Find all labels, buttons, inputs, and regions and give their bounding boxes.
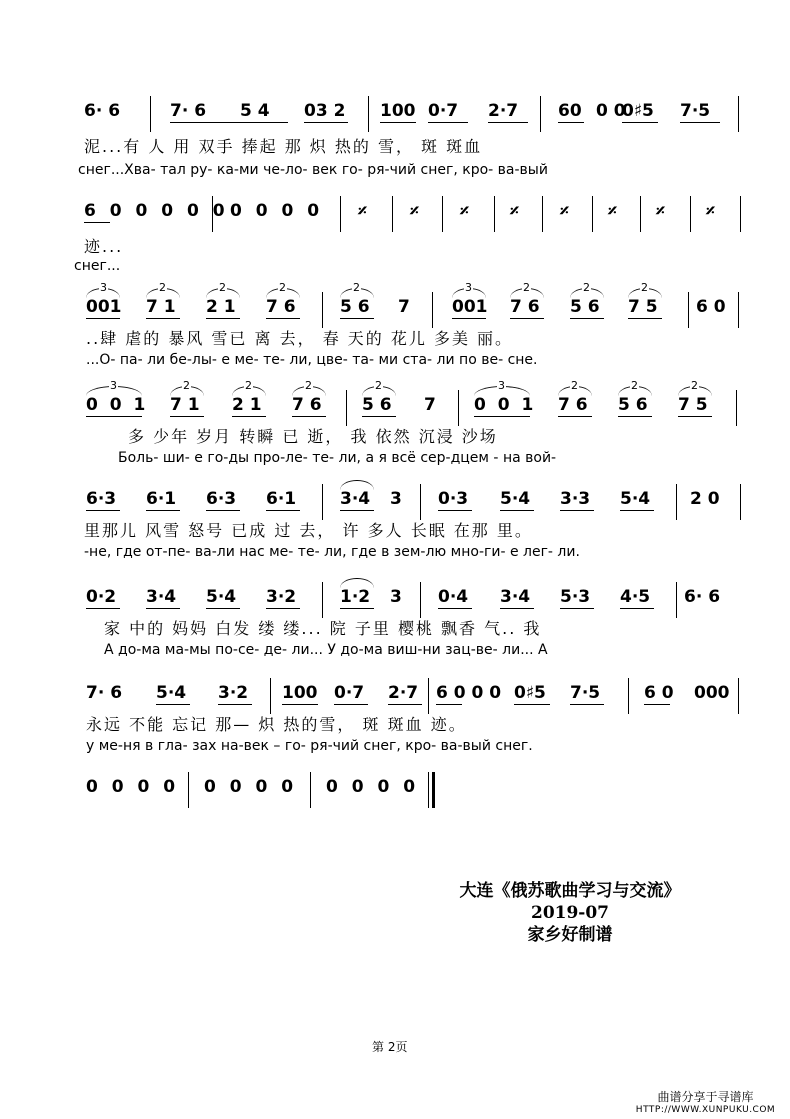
- note-group: 3·2: [266, 587, 297, 607]
- lyrics-chinese: 家 中的 妈妈 白发 缕 缕... 院 子里 樱桃 飘香 气.. 我: [104, 619, 542, 638]
- lyrics-russian: у ме-ня в гла- зах на-век – го- ря-чий снег, кро- ва-вый снег.: [86, 738, 533, 754]
- credits-date: 2019-07: [530, 903, 610, 923]
- repeat-sign: 𝄎: [510, 201, 519, 222]
- note-group: 6 0: [644, 683, 674, 703]
- note-group: 0·2: [86, 587, 117, 607]
- barline: [494, 196, 495, 232]
- underline: [680, 122, 720, 123]
- underline: [340, 510, 374, 511]
- notes-row: [0, 776, 790, 816]
- underline: [206, 608, 240, 609]
- underline: [84, 222, 110, 223]
- lyrics-chinese: 里那儿 风雪 怒号 已成 过 去， 许 多人 长眠 在那 里。: [84, 521, 533, 540]
- note-group: 7· 6: [86, 683, 123, 703]
- note-group: 0 0 0 0: [204, 777, 298, 797]
- note-group: 3·3: [560, 489, 591, 509]
- underline: [86, 416, 142, 417]
- underline: [510, 318, 544, 319]
- note-group: 6·3: [86, 489, 117, 509]
- watermark: [628, 1088, 783, 1115]
- note-group: 0 0 1: [86, 395, 149, 415]
- barline: [392, 196, 393, 232]
- barline: [690, 196, 691, 232]
- note-group: 5 4: [240, 101, 270, 121]
- tuplet-mark: 3: [498, 379, 505, 392]
- underline: [644, 704, 670, 705]
- barline: [458, 390, 459, 426]
- repeat-sign: 𝄎: [358, 201, 367, 222]
- barline: [428, 678, 429, 714]
- barline: [540, 96, 541, 132]
- note-group: 7 1: [146, 297, 176, 317]
- tuplet-mark: 3: [110, 379, 117, 392]
- barline: [420, 582, 421, 618]
- underline: [452, 318, 486, 319]
- underline: [618, 416, 652, 417]
- barline: [640, 196, 641, 232]
- underline: [558, 122, 584, 123]
- underline: [206, 510, 240, 511]
- tuplet-mark: 2: [183, 379, 190, 392]
- tuplet-mark: 2: [159, 281, 166, 294]
- lyrics-russian: снег...: [74, 258, 121, 274]
- repeat-sign: 𝄎: [410, 201, 419, 222]
- note-group: 7: [398, 297, 410, 317]
- watermark-text: 曲谱分享于寻谱库: [657, 1090, 754, 1104]
- note-group: 5 6: [570, 297, 600, 317]
- note-group: 6 0 0 0: [436, 683, 502, 703]
- note-group: 7 5: [678, 395, 708, 415]
- note-group: 0·4: [438, 587, 469, 607]
- barline: [676, 484, 677, 520]
- barline: [340, 196, 341, 232]
- barline: [322, 292, 323, 328]
- underline: [500, 510, 534, 511]
- underline: [558, 416, 592, 417]
- note-group: 3·4: [500, 587, 531, 607]
- underline: [500, 608, 534, 609]
- note-group: 0 0: [596, 101, 626, 121]
- barline: [542, 196, 543, 232]
- underline: [380, 122, 416, 123]
- barline: [442, 196, 443, 232]
- underline: [170, 416, 204, 417]
- note-group: 3·4: [340, 489, 371, 509]
- note-group: 0♯5: [622, 101, 654, 121]
- note-group: 6·1: [146, 489, 177, 509]
- barline: [420, 484, 421, 520]
- tuplet-mark: 2: [691, 379, 698, 392]
- underline: [86, 608, 120, 609]
- lyrics-chinese: 迹...: [84, 237, 124, 256]
- barline: [740, 196, 741, 232]
- underline: [340, 318, 374, 319]
- note-group: 6·1: [266, 489, 297, 509]
- barline: [346, 390, 347, 426]
- underline: [86, 510, 120, 511]
- barline: [368, 96, 369, 132]
- note-group: 3·2: [218, 683, 249, 703]
- tuplet-mark: 2: [305, 379, 312, 392]
- tuplet-mark: 2: [353, 281, 360, 294]
- underline: [156, 704, 190, 705]
- barline: [212, 196, 213, 232]
- underline: [570, 704, 604, 705]
- underline: [282, 704, 318, 705]
- underline: [206, 318, 240, 319]
- note-group: 7·5: [570, 683, 601, 703]
- barline: [592, 196, 593, 232]
- underline: [334, 704, 368, 705]
- barline: [736, 390, 737, 426]
- underline: [560, 608, 594, 609]
- note-group: 2·7: [388, 683, 419, 703]
- note-group: 6· 6: [684, 587, 721, 607]
- final-barline: [428, 772, 429, 808]
- tuplet-mark: 3: [100, 281, 107, 294]
- note-group: 0 0 0 0: [230, 201, 324, 221]
- watermark-url: HTTP://WWW.XUNPUKU.COM: [635, 1105, 776, 1115]
- credits: [390, 880, 750, 946]
- note-group: 5 6: [618, 395, 648, 415]
- barline: [628, 678, 629, 714]
- barline: [688, 292, 689, 328]
- credits-source: 大连《俄苏歌曲学习与交流》: [459, 881, 681, 901]
- tuplet-mark: 2: [245, 379, 252, 392]
- tuplet-mark: 3: [465, 281, 472, 294]
- barline: [322, 582, 323, 618]
- note-group: 3: [390, 489, 402, 509]
- lyrics-russian: снег...Хва- тал ру- ка-ми че-ло- век го- ря-чий снег, кро- ва-вый: [78, 162, 548, 178]
- note-group: 2 0: [690, 489, 720, 509]
- note-group: 7: [424, 395, 436, 415]
- note-group: 3·4: [146, 587, 177, 607]
- note-group: 6 0 0 0 0 0: [84, 201, 229, 221]
- barline: [270, 678, 271, 714]
- barline: [738, 678, 739, 714]
- underline: [514, 704, 550, 705]
- barline: [188, 772, 189, 808]
- repeat-sign: 𝄎: [560, 201, 569, 222]
- underline: [488, 122, 528, 123]
- note-group: 2 1: [206, 297, 236, 317]
- lyrics-chinese: ..肆 虐的 暴风 雪已 离 去， 春 天的 花儿 多美 丽。: [86, 329, 514, 348]
- note-group: 0·7: [428, 101, 459, 121]
- underline: [362, 416, 396, 417]
- underline: [292, 416, 326, 417]
- tuplet-mark: 2: [571, 379, 578, 392]
- underline: [340, 608, 374, 609]
- note-group: 7 1: [170, 395, 200, 415]
- barline: [738, 292, 739, 328]
- note-group: 0 0 0 0: [86, 777, 180, 797]
- repeat-sign: 𝄎: [460, 201, 469, 222]
- note-group: 0 0 0 0: [326, 777, 420, 797]
- note-group: 7 6: [292, 395, 322, 415]
- underline: [218, 704, 252, 705]
- note-group: 5·3: [560, 587, 591, 607]
- underline: [620, 510, 654, 511]
- underline: [266, 318, 300, 319]
- lyrics-russian: А до-ма ма-мы по-се- де- ли... У до-ма виш-ни зац-ве- ли... А: [104, 642, 548, 658]
- note-group: 3: [390, 587, 402, 607]
- underline: [560, 510, 594, 511]
- underline: [266, 510, 300, 511]
- underline: [232, 416, 266, 417]
- note-group: 0·3: [438, 489, 469, 509]
- lyrics-russian: -не, где от-пе- ва-ли нас ме- те- ли, где в зем-лю мно-ги- е лег- ли.: [84, 544, 580, 560]
- tuplet-mark: 2: [219, 281, 226, 294]
- page-number: 第 2页: [372, 1040, 408, 1054]
- note-group: 4·5: [620, 587, 651, 607]
- underline: [628, 318, 662, 319]
- barline: [740, 484, 741, 520]
- note-group: 0 0 1: [474, 395, 537, 415]
- underline: [266, 608, 300, 609]
- underline: [474, 416, 530, 417]
- note-group: 5·4: [206, 587, 237, 607]
- note-group: 6· 6: [84, 101, 121, 121]
- underline: [622, 122, 658, 123]
- note-group: 001: [452, 297, 488, 317]
- barline: [322, 484, 323, 520]
- note-group: 000: [694, 683, 730, 703]
- underline: [146, 318, 180, 319]
- underline: [570, 318, 604, 319]
- barline: [738, 96, 739, 132]
- note-group: 7 6: [510, 297, 540, 317]
- lyrics-russian: Боль- ши- е го-ды про-ле- те- ли, а я всё сер-дцем - на вой-: [118, 450, 557, 466]
- underline: [428, 122, 468, 123]
- underline: [678, 416, 712, 417]
- repeat-sign: 𝄎: [608, 201, 617, 222]
- note-group: 5 6: [362, 395, 392, 415]
- note-group: 7 5: [628, 297, 658, 317]
- barline: [676, 582, 677, 618]
- note-group: 5·4: [500, 489, 531, 509]
- underline: [388, 704, 422, 705]
- note-group: 2·7: [488, 101, 519, 121]
- lyrics-russian: ...О- па- ли бе-лы- е ме- те- ли, цве- та- ми ста- ли по ве- сне.: [86, 352, 538, 368]
- note-group: 5 6: [340, 297, 370, 317]
- underline: [438, 608, 472, 609]
- note-group: 6·3: [206, 489, 237, 509]
- note-group: 0·7: [334, 683, 365, 703]
- note-group: 60: [558, 101, 582, 121]
- lyrics-chinese: 泥...有 人 用 双手 捧起 那 炽 热的 雪， 斑 斑血: [84, 137, 483, 156]
- barline: [310, 772, 311, 808]
- underline: [146, 608, 180, 609]
- note-group: 7· 6: [170, 101, 207, 121]
- note-group: 5·4: [620, 489, 651, 509]
- underline: [304, 122, 348, 123]
- tuplet-mark: 2: [523, 281, 530, 294]
- underline: [436, 704, 462, 705]
- note-group: 7 6: [558, 395, 588, 415]
- note-group: 2 1: [232, 395, 262, 415]
- repeat-sign: 𝄎: [656, 201, 665, 222]
- note-group: 1·2: [340, 587, 371, 607]
- note-group: 100: [380, 101, 416, 121]
- note-group: 0♯5: [514, 683, 546, 703]
- tuplet-mark: 2: [279, 281, 286, 294]
- note-group: 7·5: [680, 101, 711, 121]
- barline: [150, 96, 151, 132]
- note-group: 03 2: [304, 101, 346, 121]
- credits-author: 家乡好制谱: [527, 925, 613, 945]
- tuplet-mark: 2: [631, 379, 638, 392]
- underline: [438, 510, 472, 511]
- underline: [86, 318, 120, 319]
- note-group: 001: [86, 297, 122, 317]
- underline: [146, 510, 180, 511]
- barline: [432, 292, 433, 328]
- tuplet-mark: 2: [583, 281, 590, 294]
- lyrics-chinese: 永远 不能 忘记 那— 炽 热的雪， 斑 斑血 迹。: [86, 715, 467, 734]
- repeat-sign: 𝄎: [706, 201, 715, 222]
- tuplet-mark: 2: [641, 281, 648, 294]
- underline: [620, 608, 654, 609]
- note-group: 7 6: [266, 297, 296, 317]
- underline: [170, 122, 288, 123]
- note-group: 100: [282, 683, 318, 703]
- note-group: 6 0: [696, 297, 726, 317]
- note-group: 5·4: [156, 683, 187, 703]
- tuplet-mark: 2: [375, 379, 382, 392]
- lyrics-chinese: 多 少年 岁月 转瞬 已 逝， 我 依然 沉浸 沙场: [128, 427, 498, 446]
